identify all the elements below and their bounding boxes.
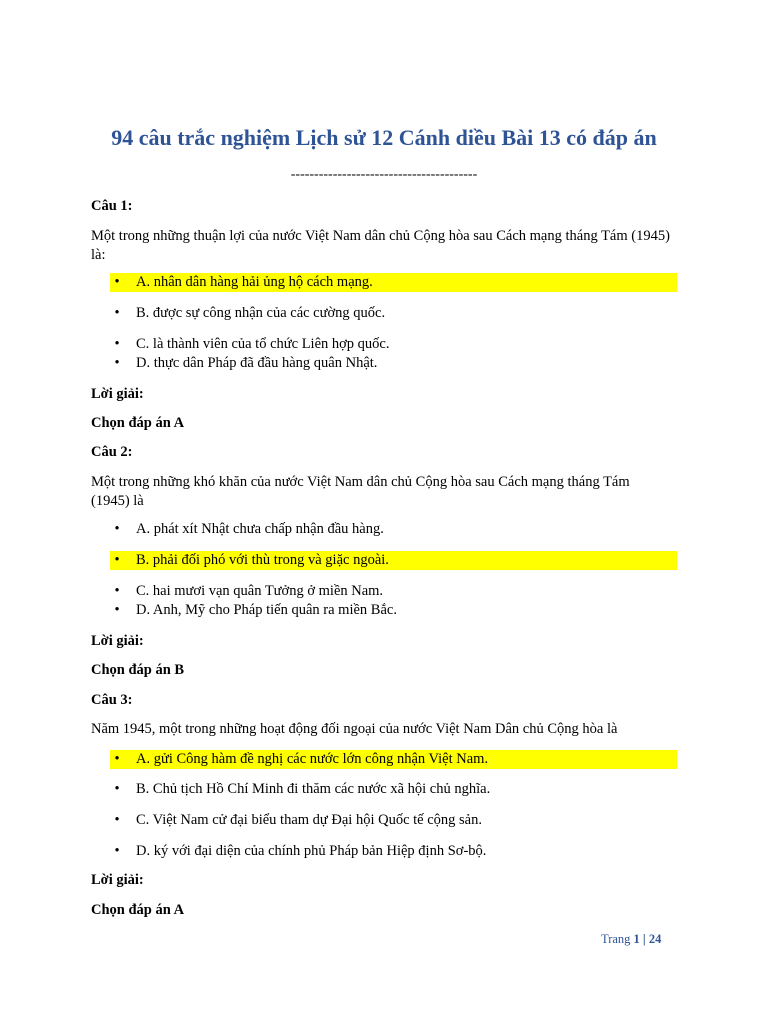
question-text: Một trong những thuận lợi của nước Việt Nam dân chủ Cộng hòa sau Cách mạng tháng Tám (1945) là: [91, 228, 670, 263]
solution-label: Lời giải: [91, 633, 144, 649]
bullet-icon: • [114, 583, 120, 599]
bullet-icon: • [114, 843, 120, 859]
bullet-icon: • [114, 552, 120, 568]
page-footer [601, 931, 661, 947]
solution-label: Lời giải: [91, 386, 144, 402]
bullet-icon: • [114, 274, 120, 290]
option-item [110, 335, 677, 354]
question-text: Năm 1945, một trong những hoạt động đối ngoại của nước Việt Nam Dân chủ Cộng hòa là [91, 721, 618, 737]
option-text: C. hai mươi vạn quân Tưởng ở miền Nam. [136, 583, 384, 599]
bullet-icon: • [114, 336, 120, 352]
answer-text: Chọn đáp án A [91, 902, 185, 918]
option-text: B. phải đối phó với thù trong và giặc ngoài. [136, 552, 389, 568]
option-text: D. ký với đại diện của chính phủ Pháp bản Hiệp định Sơ-bộ. [136, 843, 487, 859]
option-item [110, 601, 677, 620]
option-text: B. Chủ tịch Hồ Chí Minh đi thăm các nước xã hội chủ nghĩa. [136, 781, 491, 797]
option-text: C. Việt Nam cử đại biểu tham dự Đại hội Quốc tế cộng sản. [136, 812, 482, 828]
bullet-icon: • [114, 812, 120, 828]
bullet-icon: • [114, 355, 120, 371]
page-separator: | [642, 932, 646, 946]
question-label: Câu 1: [91, 198, 133, 214]
option-text: C. là thành viên của tổ chức Liên hợp quốc. [136, 336, 390, 352]
question-label: Câu 3: [91, 692, 133, 708]
option-item [110, 273, 677, 292]
page-total: 24 [648, 932, 662, 946]
answer-text: Chọn đáp án A [91, 415, 185, 431]
option-item [110, 811, 677, 830]
solution-label: Lời giải: [91, 872, 144, 888]
answer-text: Chọn đáp án B [91, 662, 185, 678]
question-label: Câu 2: [91, 444, 133, 460]
bullet-icon: • [114, 521, 120, 537]
option-text: B. được sự công nhận của các cường quốc. [136, 305, 386, 321]
option-text: A. gửi Công hàm đề nghị các nước lớn công nhận Việt Nam. [136, 751, 489, 767]
bullet-icon: • [114, 305, 120, 321]
option-text: A. phát xít Nhật chưa chấp nhận đầu hàng. [136, 521, 384, 537]
option-text: D. thực dân Pháp đã đầu hàng quân Nhật. [136, 355, 378, 371]
option-item [110, 354, 677, 373]
option-item [110, 842, 677, 861]
title-divider: ---------------------------------------- [290, 167, 478, 182]
document-title: 94 câu trắc nghiệm Lịch sử 12 Cánh diều Bài 13 có đáp án [111, 125, 657, 150]
option-text: A. nhân dân hàng hải ủng hộ cách mạng. [136, 274, 373, 290]
question-text: Một trong những khó khăn của nước Việt Nam dân chủ Cộng hòa sau Cách mạng tháng Tám (1945) là [91, 474, 630, 509]
option-item [110, 520, 677, 539]
page-prefix: Trang [601, 932, 631, 946]
option-item [110, 750, 677, 769]
option-text: D. Anh, Mỹ cho Pháp tiến quân ra miền Bắc. [136, 602, 397, 618]
bullet-icon: • [114, 602, 120, 618]
option-item [110, 551, 677, 570]
option-item [110, 780, 677, 799]
bullet-icon: • [114, 781, 120, 797]
option-item [110, 582, 677, 601]
page-current: 1 [633, 932, 640, 946]
option-item [110, 304, 677, 323]
bullet-icon: • [114, 751, 120, 767]
